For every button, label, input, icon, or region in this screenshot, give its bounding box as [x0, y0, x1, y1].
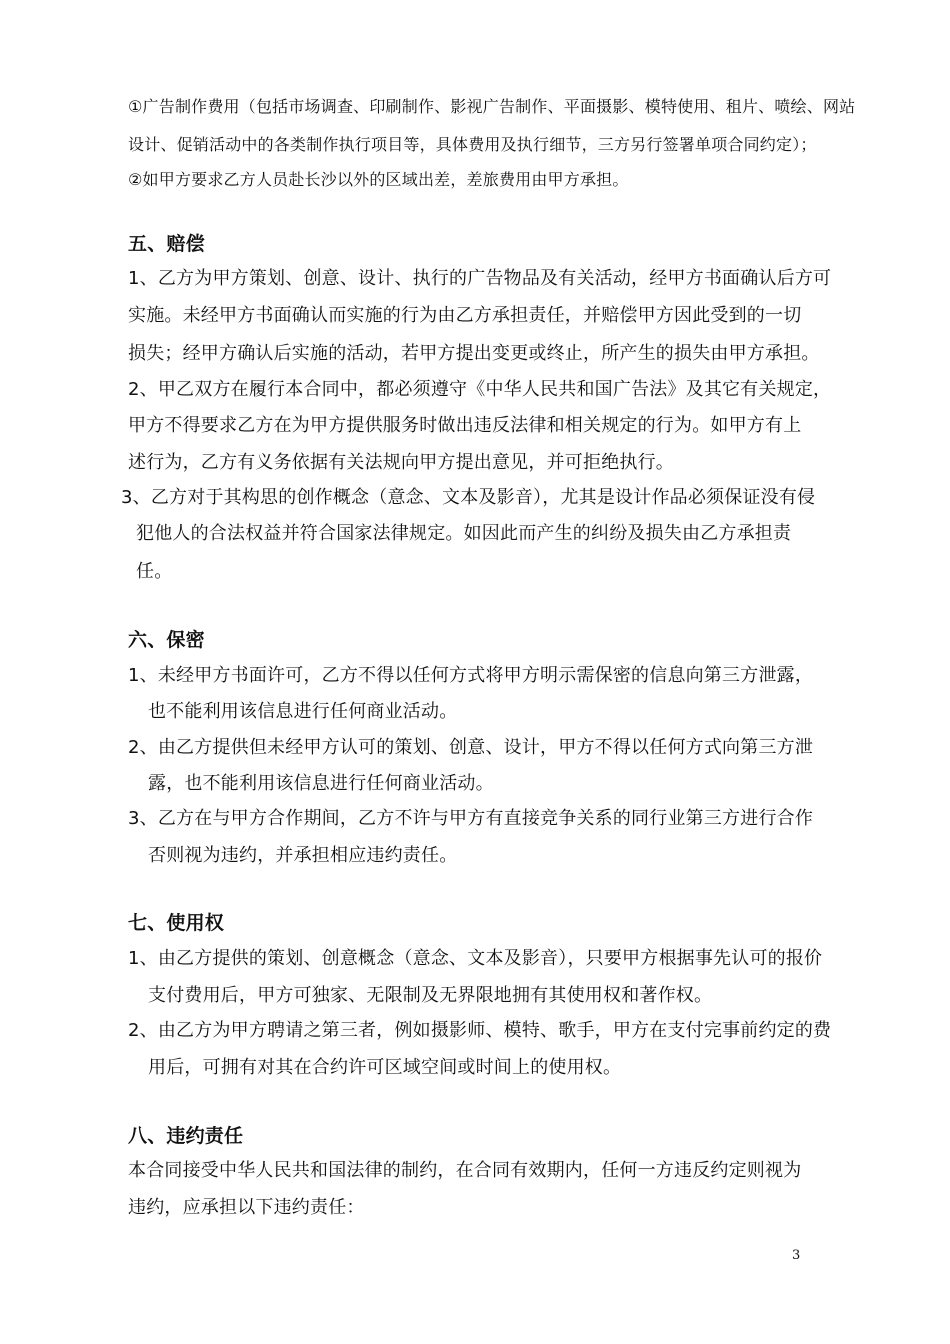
section-6-line: 2、由乙方提供但未经甲方认可的策划、创意、设计，甲方不得以任何方式向第三方泄 — [128, 737, 814, 758]
section-5-line: 1、乙方为甲方策划、创意、设计、执行的广告物品及有关活动，经甲方书面确认后方可 — [128, 268, 832, 289]
page-number: 3 — [792, 1248, 801, 1263]
section-8-line: 本合同接受中华人民共和国法律的制约，在合同有效期内，任何一方违反约定则视为 — [128, 1160, 802, 1181]
section-6-line: 否则视为违约，并承担相应违约责任。 — [148, 845, 458, 866]
fee-note-1-line-1: ①广告制作费用（包括市场调查、印刷制作、影视广告制作、平面摄影、模特使用、租片、喷绘、网站 — [128, 97, 856, 116]
section-6-heading: 六、保密 — [128, 629, 205, 651]
section-7-line: 用后，可拥有对其在合约许可区域空间或时间上的使用权。 — [148, 1057, 622, 1078]
section-5-heading: 五、赔偿 — [128, 233, 205, 255]
section-5-line: 3、乙方对于其构思的创作概念（意念、文本及影音），尤其是设计作品必须保证没有侵 — [121, 487, 816, 508]
section-6-line: 也不能利用该信息进行任何商业活动。 — [148, 701, 458, 722]
section-6-line: 3、乙方在与甲方合作期间，乙方不许与甲方有直接竞争关系的同行业第三方进行合作 — [128, 808, 814, 829]
section-7-line: 1、由乙方提供的策划、创意概念（意念、文本及影音），只要甲方根据事先认可的报价 — [128, 948, 823, 969]
section-8-line: 违约，应承担以下违约责任： — [128, 1197, 365, 1218]
section-5-line: 甲方不得要求乙方在为甲方提供服务时做出违反法律和相关规定的行为。如甲方有上 — [128, 415, 802, 436]
fee-note-2: ②如甲方要求乙方人员赴长沙以外的区域出差，差旅费用由甲方承担。 — [128, 170, 629, 189]
section-5-line: 任。 — [136, 561, 173, 582]
section-6-line: 1、未经甲方书面许可，乙方不得以任何方式将甲方明示需保密的信息向第三方泄露， — [128, 665, 814, 686]
section-5-line: 2、甲乙双方在履行本合同中，都必须遵守《中华人民共和国广告法》及其它有关规定， — [128, 379, 832, 400]
section-5-line: 述行为，乙方有义务依据有关法规向甲方提出意见，并可拒绝执行。 — [128, 452, 674, 473]
section-6-line: 露，也不能利用该信息进行任何商业活动。 — [148, 773, 494, 794]
section-5-line: 损失；经甲方确认后实施的活动，若甲方提出变更或终止，所产生的损失由甲方承担。 — [128, 343, 820, 364]
section-7-line: 2、由乙方为甲方聘请之第三者，例如摄影师、模特、歌手，甲方在支付完事前约定的费 — [128, 1020, 832, 1041]
section-7-heading: 七、使用权 — [128, 912, 225, 934]
fee-note-1-line-2: 设计、促销活动中的各类制作执行项目等，具体费用及执行细节，三方另行签署单项合同约定）； — [128, 135, 817, 154]
section-5-line: 实施。未经甲方书面确认而实施的行为由乙方承担责任，并赔偿甲方因此受到的一切 — [128, 305, 802, 326]
section-5-line: 犯他人的合法权益并符合国家法律规定。如因此而产生的纠纷及损失由乙方承担责 — [136, 523, 792, 544]
section-8-heading: 八、违约责任 — [128, 1125, 244, 1147]
section-7-line: 支付费用后，甲方可独家、无限制及无界限地拥有其使用权和著作权。 — [148, 985, 713, 1006]
